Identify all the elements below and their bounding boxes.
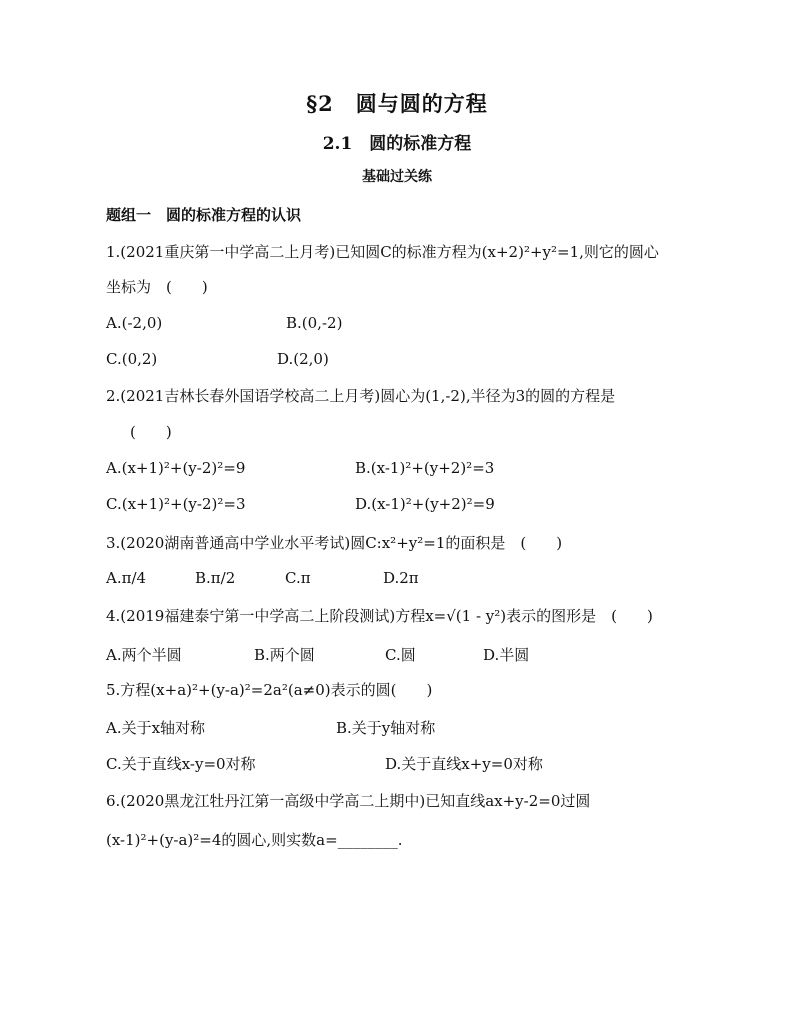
question-5-option-b: B.关于y轴对称 [336,719,436,737]
question-4-option-d: D.半圆 [483,646,530,664]
practice-title: 基础过关练 [362,169,432,185]
question-5-option-c: C.关于直线x-y=0对称 [106,755,256,773]
question-2-option-d: D.(x-1)²+(y+2)²=9 [355,495,495,513]
question-4-option-b: B.两个圆 [254,646,315,664]
question-3-option-d: D.2π [383,569,419,587]
question-3-line-1: 3.(2020湖南普通高中学业水平考试)圆C:x²+y²=1的面积是 ( ) [106,534,563,552]
question-2-option-a: A.(x+1)²+(y-2)²=9 [106,459,246,477]
question-3-option-a: A.π/4 [106,569,147,587]
question-5-option-a: A.关于x轴对称 [106,719,206,737]
question-2-option-b: B.(x-1)²+(y+2)²=3 [355,459,495,477]
section-title: §2 圆与圆的方程 [306,91,488,116]
question-2-option-c: C.(x+1)²+(y-2)²=3 [106,495,246,513]
question-4-option-c: C.圆 [385,646,416,664]
question-2-line-2: ( ) [130,423,172,441]
group-title: 题组一 圆的标准方程的认识 [106,206,302,224]
question-4-line-1: 4.(2019福建泰宁第一中学高二上阶段测试)方程x=√(1 - y²)表示的图形是 ( ) [106,607,653,625]
question-6-line-1: 6.(2020黑龙江牡丹江第一高级中学高二上期中)已知直线ax+y-2=0过圆 [106,792,591,810]
question-2-line-1: 2.(2021吉林长春外国语学校高二上月考)圆心为(1,-2),半径为3的圆的方程是 [106,387,616,405]
question-1-option-a: A.(-2,0) [106,314,163,332]
question-4-option-a: A.两个半圆 [106,646,182,664]
question-1-option-c: C.(0,2) [106,350,158,368]
question-5-line-1: 5.方程(x+a)²+(y-a)²=2a²(a≠0)表示的圆( ) [106,681,433,699]
question-6-line-2: (x-1)²+(y-a)²=4的圆心,则实数a=________. [106,831,403,849]
question-5-option-d: D.关于直线x+y=0对称 [385,755,543,773]
question-3-option-b: B.π/2 [195,569,236,587]
question-1-option-d: D.(2,0) [277,350,329,368]
question-1-line-1: 1.(2021重庆第一中学高二上月考)已知圆C的标准方程为(x+2)²+y²=1,则它的圆心 [106,243,659,261]
question-3-option-c: C.π [285,569,311,587]
subsection-title: 2.1 圆的标准方程 [322,134,472,154]
question-1-option-b: B.(0,-2) [286,314,343,332]
question-1-line-2: 坐标为 ( ) [106,278,208,296]
